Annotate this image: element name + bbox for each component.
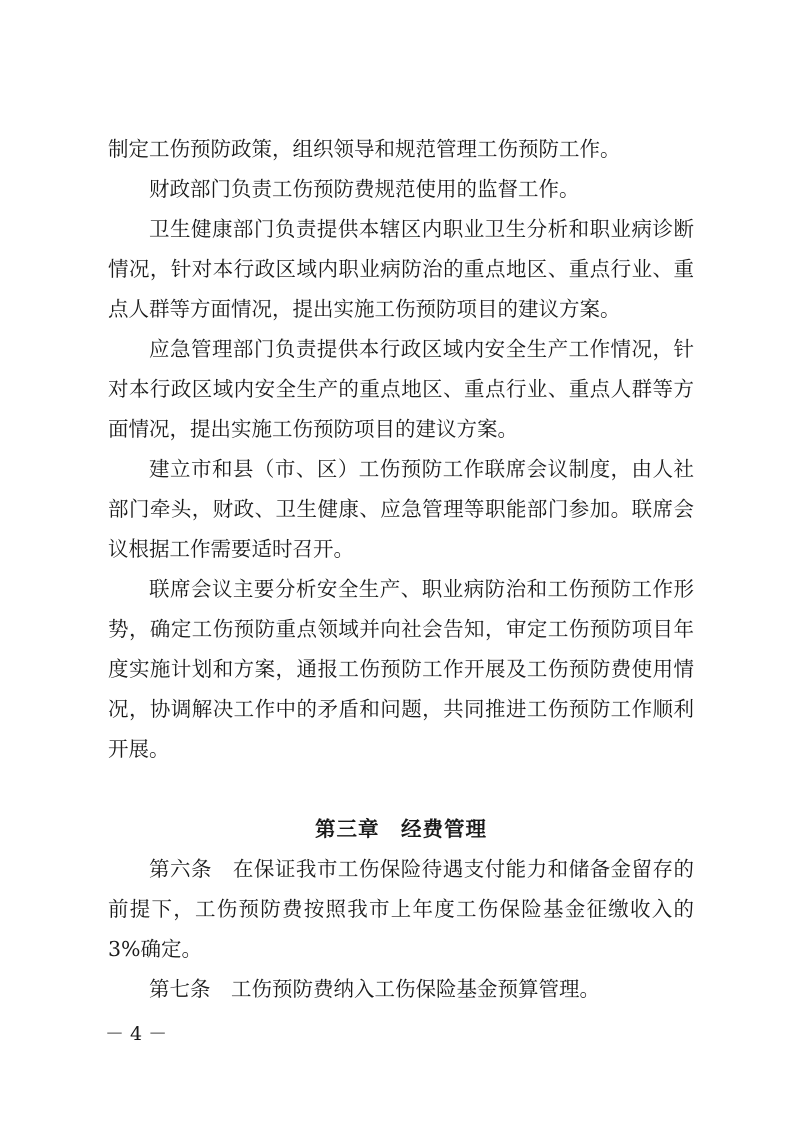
article-six: 第六条 在保证我市工伤保险待遇支付能力和储备金留存的前提下，工伤预防费按照我市上年度工伤保险基金征缴收入的3%确定。 bbox=[108, 857, 694, 961]
paragraph-joint-meeting-system: 建立市和县（市、区）工伤预防工作联席会议制度，由人社部门牵头，财政、卫生健康、应急管理等职能部门参加。联席会议根据工作需要适时召开。 bbox=[108, 457, 694, 561]
article-seven: 第七条 工伤预防费纳入工伤保险基金预算管理。 bbox=[149, 977, 600, 1001]
document-body bbox=[108, 129, 694, 1009]
paragraph-joint-meeting-duties: 联席会议主要分析安全生产、职业病防治和工伤预防工作形势，确定工伤预防重点领域并向社会告知，审定工伤预防项目年度实施计划和方案，通报工伤预防工作开展及工伤预防费使用情况，协调解决工作中的矛盾和问题，共同推进工伤预防工作顺利开展。 bbox=[108, 577, 694, 761]
page-number: － 4 － bbox=[105, 1023, 168, 1045]
paragraph-finance-department: 财政部门负责工伤预防费规范使用的监督工作。 bbox=[149, 177, 580, 201]
paragraph-health-department: 卫生健康部门负责提供本辖区内职业卫生分析和职业病诊断情况，针对本行政区域内职业病防治的重点地区、重点行业、重点人群等方面情况，提出实施工伤预防项目的建议方案。 bbox=[108, 217, 694, 321]
paragraph-emergency-department: 应急管理部门负责提供本行政区域内安全生产工作情况，针对本行政区域内安全生产的重点地区、重点行业、重点人群等方面情况，提出实施工伤预防项目的建议方案。 bbox=[108, 337, 694, 441]
paragraph-continuation: 制定工伤预防政策，组织领导和规范管理工伤预防工作。 bbox=[108, 137, 621, 161]
chapter-heading: 第三章 经费管理 bbox=[315, 817, 487, 841]
